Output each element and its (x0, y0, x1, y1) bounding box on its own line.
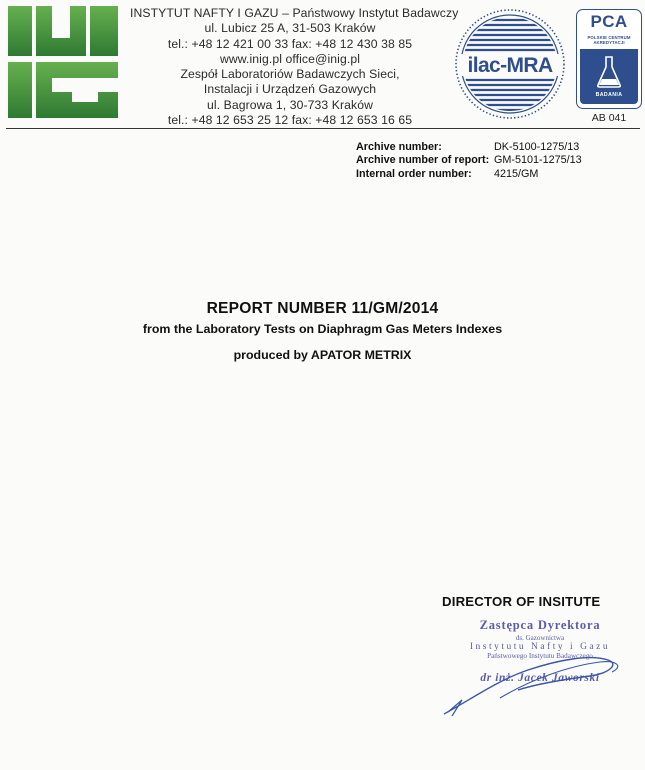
stamp-line-5: dr inż. Jacek Jaworski (480, 672, 600, 684)
laboratory-address (130, 67, 450, 129)
archive-number-label: Archive number: (356, 141, 442, 153)
archive-report-number-value: GM-5101-1275/13 (494, 154, 582, 167)
accreditation-number: AB 041 (591, 112, 627, 124)
ilac-mra-label: ilac-MRA (467, 54, 553, 77)
report-producer: produced by APATOR METRIX (233, 348, 412, 362)
laboratory-name-2: Instalacji i Urządzeń Gazowych (203, 82, 377, 97)
pca-dark-panel (580, 49, 638, 104)
archive-row (356, 168, 582, 181)
stamp-line-4: Państwowego Instytutu Badawczego (487, 652, 593, 660)
institute-street: ul. Lubicz 25 A, 31-503 Kraków (204, 21, 376, 36)
internal-order-value: 4215/GM (494, 167, 539, 180)
laboratory-name-1: Zespół Laboratoriów Badawczych Sieci, (180, 67, 400, 81)
handwritten-signature (440, 640, 630, 720)
stamp-line-1: Zastępca Dyrektora (479, 618, 601, 632)
institute-address (130, 6, 459, 68)
pca-subtitle-line-1: POLSKIE CENTRUM (587, 35, 631, 40)
laboratory-phone: tel.: +48 12 653 25 12 fax: +48 12 653 16 65 (167, 113, 413, 128)
report-subtitle: from the Laboratory Tests on Diaphragm Gas Meters Indexes (142, 322, 503, 336)
archive-report-number-label: Archive number of report: (356, 154, 490, 167)
inig-logo (8, 6, 118, 118)
archive-number-value: DK-5100-1275/13 (494, 141, 580, 153)
header-divider (6, 128, 640, 129)
archive-table (356, 141, 582, 181)
archive-row (356, 141, 582, 154)
ilac-mra-seal-icon (454, 8, 566, 120)
pca-badania-label: BADANIA (595, 92, 623, 98)
stamp-line-2: ds. Gazownictwa (515, 634, 565, 642)
institute-name: INSTYTUT NAFTY I GAZU – Państwowy Instytut Badawczy (130, 6, 459, 20)
pca-accreditation-badge (576, 9, 642, 109)
report-title: REPORT NUMBER 11/GM/2014 (206, 300, 439, 317)
internal-order-label: Internal order number: (356, 167, 472, 180)
pca-subtitle-line-2: AKREDYTACJI (593, 40, 625, 46)
director-label: DIRECTOR OF INSITUTE (442, 594, 601, 609)
flask-icon (596, 55, 622, 89)
institute-phone: tel.: +48 12 421 00 33 fax: +48 12 430 38 85 (167, 36, 413, 51)
archive-row (356, 154, 582, 167)
institute-web: www.inig.pl office@inig.pl (219, 52, 361, 67)
laboratory-street: ul. Bagrowa 1, 30-733 Kraków (206, 97, 374, 112)
stamp-line-3: Instytutu Nafty i Gazu (469, 642, 611, 652)
pca-subtitle (579, 35, 639, 46)
pca-title: PCA (590, 12, 628, 31)
